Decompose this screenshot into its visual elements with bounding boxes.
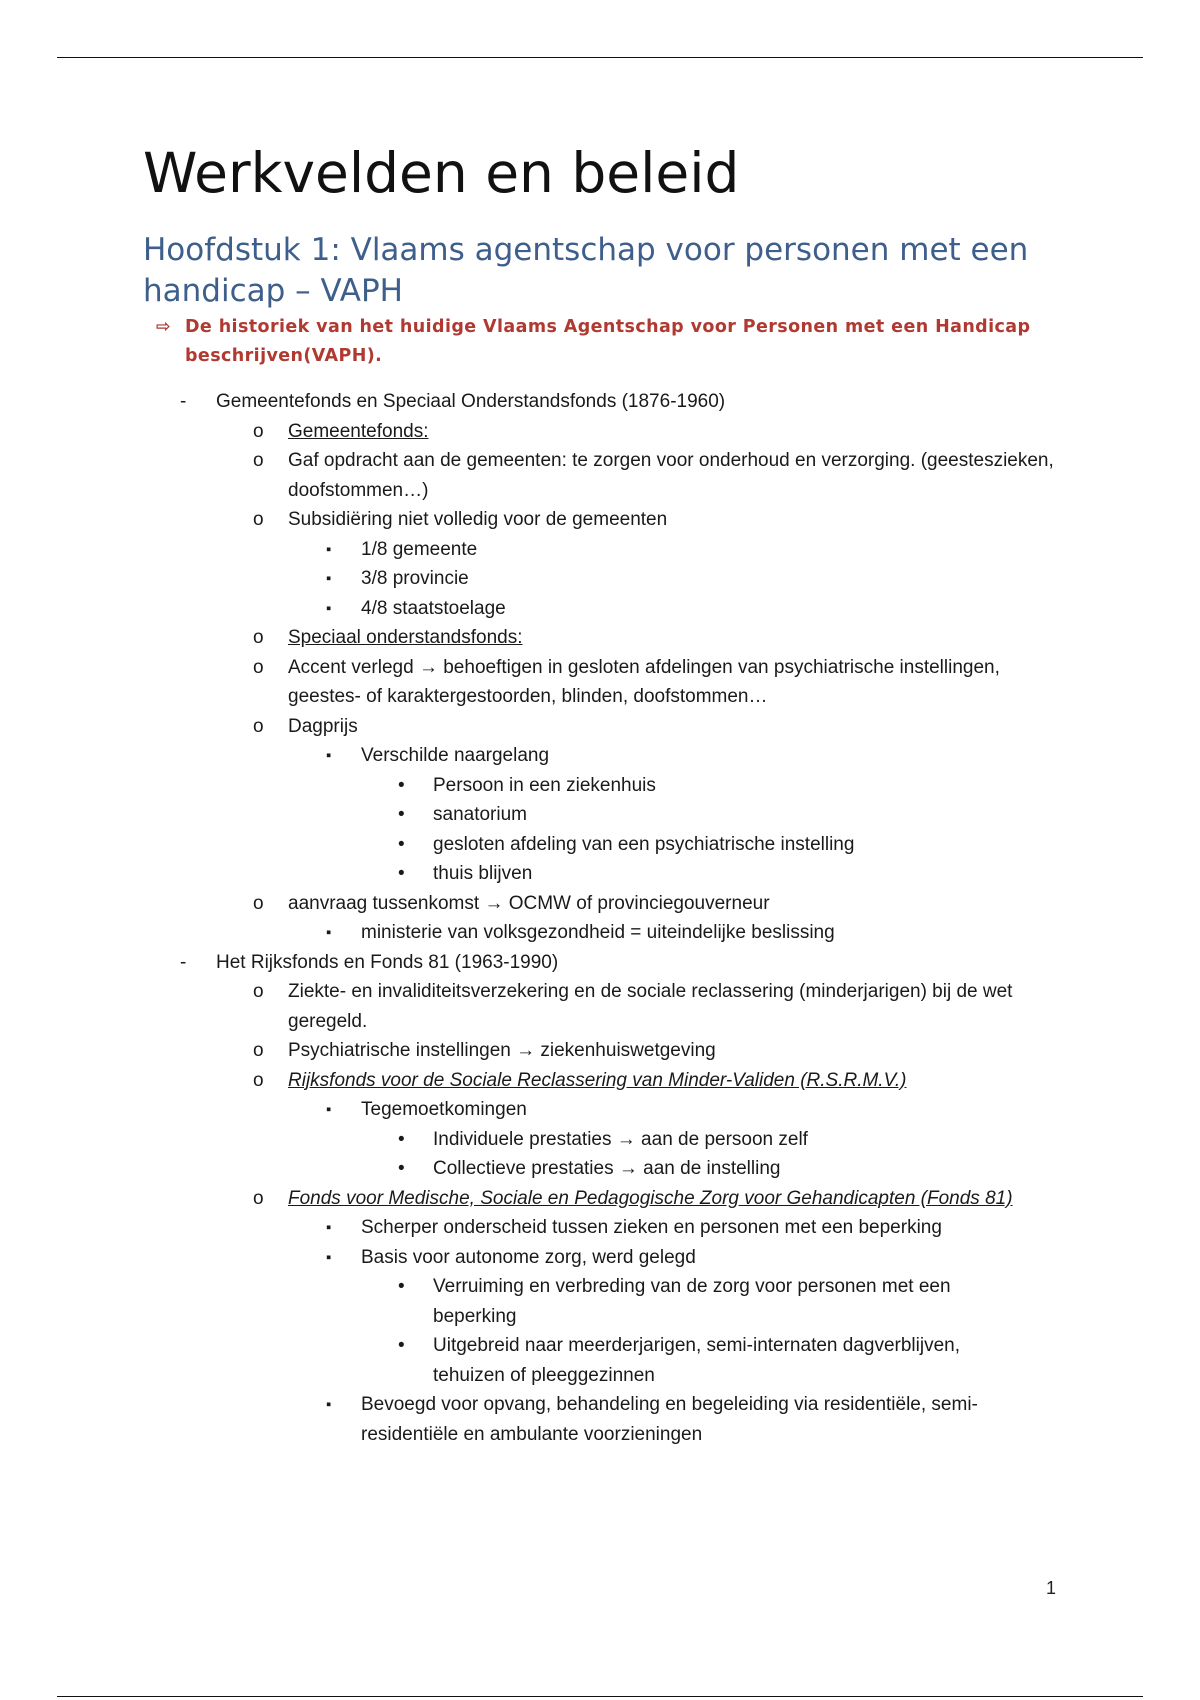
list-item: • sanatorium <box>0 800 1033 830</box>
list-item: • Uitgebreid naar meerderjarigen, semi-internaten dagverblijven, tehuizen of pleeggezinnen <box>0 1331 1033 1390</box>
square-bullet: ▪ <box>326 599 332 617</box>
circle-bullet: o <box>253 981 264 1002</box>
square-bullet: ▪ <box>326 1248 332 1266</box>
list-item: o Gemeentefonds: <box>0 417 1058 447</box>
list-item: o Gaf opdracht aan de gemeenten: te zorgen voor onderhoud en verzorging. (geesteszieken, doofstommen…) <box>0 446 1058 505</box>
list-item: ▪ Basis voor autonome zorg, werd gelegd <box>0 1243 1061 1273</box>
list-item: o Psychiatrische instellingen → ziekenhuiswetgeving <box>0 1036 1058 1066</box>
list-item: ▪ Tegemoetkomingen <box>0 1095 1061 1125</box>
square-bullet: ▪ <box>326 540 332 558</box>
list-item: o Speciaal onderstandsfonds: <box>0 623 1058 653</box>
square-bullet: ▪ <box>326 924 332 941</box>
list-item: o Dagprijs <box>0 712 1058 742</box>
square-bullet: ▪ <box>326 747 332 764</box>
list-item: o Ziekte- en invaliditeitsverzekering en de sociale reclassering (minderjarigen) bij de wet geregeld. <box>0 977 1058 1036</box>
list-item: • thuis blijven <box>0 859 1033 889</box>
circle-bullet: o <box>253 1040 264 1061</box>
list-item: - Het Rijksfonds en Fonds 81 (1963-1990) <box>0 948 1056 978</box>
list-item: ▪ Scherper onderscheid tussen zieken en personen met een beperking <box>0 1213 1061 1243</box>
dot-bullet: • <box>398 1276 405 1297</box>
circle-bullet: o <box>253 1069 264 1091</box>
list-item: o aanvraag tussenkomst → OCMW of provinciegouverneur <box>0 889 1058 919</box>
circle-bullet: o <box>253 627 264 648</box>
dot-bullet: • <box>398 1335 405 1356</box>
list-item: ▪ 1/8 gemeente <box>0 535 1061 565</box>
outline-list <box>0 387 1200 1449</box>
list-item: o Rijksfonds voor de Sociale Reclassering van Minder-Validen (R.S.R.M.V.) <box>0 1066 1058 1096</box>
dash-bullet: - <box>180 391 187 412</box>
circle-bullet: o <box>253 715 264 737</box>
dot-bullet: • <box>398 1158 405 1179</box>
list-item: o Fonds voor Medische, Sociale en Pedagogische Zorg voor Gehandicapten (Fonds 81) <box>0 1184 1058 1214</box>
circle-bullet: o <box>253 420 264 442</box>
list-item: ▪ Verschilde naargelang <box>0 741 1061 771</box>
learning-objective <box>156 313 1056 371</box>
list-item: • Verruiming en verbreding van de zorg voor personen met een beperking <box>0 1272 1033 1331</box>
header-rule <box>57 57 1143 58</box>
list-item: ▪ 3/8 provincie <box>0 564 1061 594</box>
arrow-right-icon: ⇨ <box>156 317 172 337</box>
circle-bullet: o <box>253 892 264 914</box>
square-bullet: ▪ <box>326 1396 332 1413</box>
list-item: - Gemeentefonds en Speciaal Onderstandsfonds (1876-1960) <box>0 387 1056 417</box>
circle-bullet: o <box>253 450 264 471</box>
square-bullet: ▪ <box>326 1101 332 1118</box>
list-item: ▪ ministerie van volksgezondheid = uiteindelijke beslissing <box>0 918 1061 948</box>
list-item: ▪ Bevoegd voor opvang, behandeling en begeleiding via residentiële, semi-residentiële en ambulante voorzieningen <box>0 1390 1061 1449</box>
chapter-heading: Hoofdstuk 1: Vlaams agentschap voor personen met een handicap – VAPH <box>143 232 1029 309</box>
list-item: o Accent verlegd → behoeftigen in gesloten afdelingen van psychiatrische instellingen, geestes- of karaktergestoorden, blinden, doofstommen… <box>0 653 1058 712</box>
circle-bullet: o <box>253 1187 264 1209</box>
list-item: o Subsidiëring niet volledig voor de gemeenten <box>0 505 1058 535</box>
list-item: • Persoon in een ziekenhuis <box>0 771 1033 801</box>
dot-bullet: • <box>398 833 405 855</box>
list-item: • gesloten afdeling van een psychiatrische instelling <box>0 830 1033 860</box>
circle-bullet: o <box>253 509 264 530</box>
square-bullet: ▪ <box>326 1219 332 1236</box>
dot-bullet: • <box>398 774 405 796</box>
page-number: 1 <box>1046 1578 1057 1598</box>
list-item: ▪ 4/8 staatstoelage <box>0 594 1061 624</box>
circle-bullet: o <box>253 656 264 678</box>
document-title: Werkvelden en beleid <box>143 141 740 205</box>
dash-bullet: - <box>180 951 187 973</box>
footer-rule <box>57 1696 1143 1697</box>
square-bullet: ▪ <box>326 570 332 587</box>
list-item: • Collectieve prestaties → aan de instelling <box>0 1154 1033 1184</box>
list-item: • Individuele prestaties → aan de persoon zelf <box>0 1125 1033 1155</box>
dot-bullet: • <box>398 804 405 825</box>
dot-bullet: • <box>398 1128 405 1150</box>
dot-bullet: • <box>398 863 405 884</box>
objective-text: De historiek van het huidige Vlaams Agentschap voor Personen met een Handicap beschrijven(VAPH). <box>185 317 1031 366</box>
